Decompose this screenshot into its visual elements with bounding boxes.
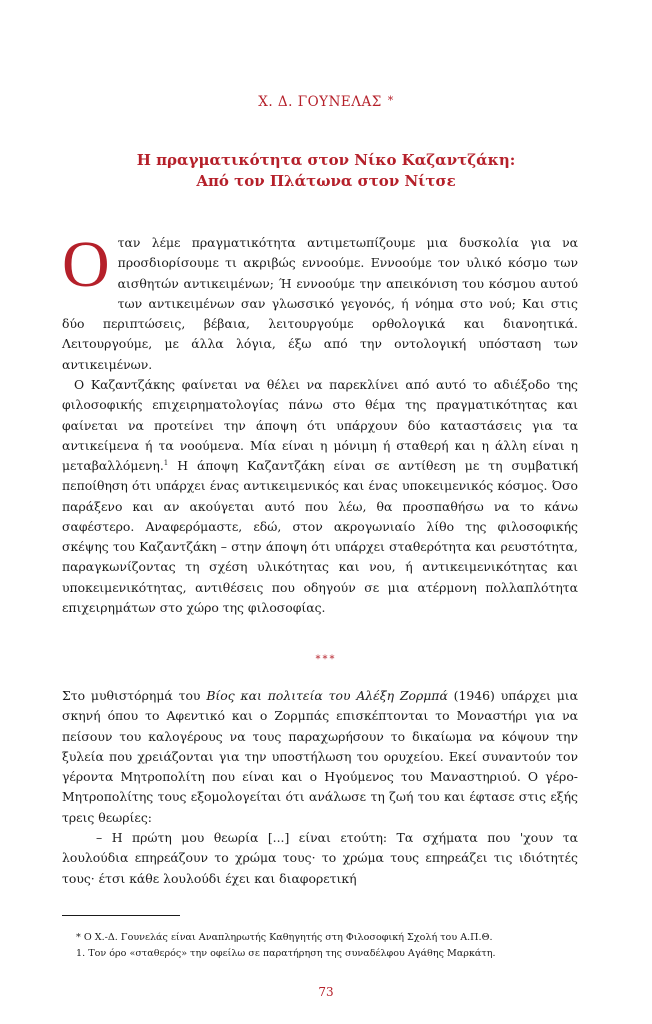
title-line-2: Από τον Πλάτωνα στον Νίτσε — [196, 172, 456, 190]
paragraph-1 — [62, 228, 578, 375]
paragraph-1-text: ταν λέμε πραγματικότητα αντιμετωπίζουμε μια δυσκολία για να προσδιορίσουμε τι ακριβώς εννοούμε. Εννοούμε τον υλικό κόσμο των αισθητών αντικειμένων; Ή εννοούμε την απεικόνιση του κόσμου αυτού των αντικειμένων σαν γλωσσικό γεγονός, ή νόημα στο νού; Και στις δύο περιπτώσεις, βέβαια, λειτουργούμε ορθολογικά και διανοητικά. Λειτουργούμε, με άλλα λόγια, έξω από την οντολογική υπόσταση των αντικειμένων. — [62, 235, 578, 372]
section-separator: *** — [315, 654, 337, 665]
quotation: – Η πρώτη μου θεωρία [...] είναι ετούτη: Τα σχήματα που 'χουν τα λουλούδια επηρεάζουν το χρώμα τους· το χρώμα τους επηρεάζει τις ιδιότητές τους· έτσι κάθε λουλούδι έχει και διαφορετική — [62, 830, 578, 886]
footnote-divider — [62, 915, 180, 916]
footnote-ref-1: 1 — [163, 458, 169, 467]
paragraph-3-text-a: Στο μυθιστόρημά του — [62, 688, 207, 703]
article-title — [0, 150, 652, 192]
drop-cap: Ο — [62, 228, 110, 301]
novel-title: Βίος και πολιτεία του Αλέξη Ζορμπά — [206, 688, 448, 703]
page-number: 73 — [318, 985, 334, 999]
paragraph-2-text-a: Ο Καζαντζάκης φαίνεται να θέλει να παρεκλίνει από αυτό το αδιέξοδο της φιλοσοφικής επιχειρηματολογίας πάνω στο θέμα της πραγματικότητας και φαίνεται να προτείνει την άποψη ότι υπάρχουν δύο καταστάσεις για τα αντικείμενα ή τα νοούμενα. Μία είναι η μόνιμη ή σταθερή και η άλλη είναι η μεταβαλλόμενη. — [62, 377, 578, 473]
footnote-author: * Ο Χ.-Δ. Γουνελάς είναι Αναπληρωτής Καθηγητής στη Φιλοσοφική Σχολή του Α.Π.Θ. — [76, 932, 493, 943]
author-footnote-marker: * — [387, 94, 394, 107]
paragraph-2 — [62, 375, 578, 618]
title-line-1: Η πραγματικότητα στον Νίκο Καζαντζάκη: — [136, 151, 516, 169]
paragraph-3-text-b: (1946) υπάρχει μια σκηνή όπου το Αφεντικό και ο Ζορμπάς επισκέπτονται το Μοναστήρι για να πείσουν του καλογέρους να τους παραχωρήσουν το δικαίωμα να κόψουν την ξυλεία που χρειάζονται για την υποστήλωση του ορυχείου. Εκεί συναντούν τον γέροντα Μητροπολίτη που είναι και ο Ηγούμενος του Μαναστηριού. Ο γέρο-Μητροπολίτης τους εξομολογείται ότι ανάλωσε τη ζωή του και έφτασε στις εξής τρεις θεωρίες: — [62, 688, 578, 825]
footnotes — [62, 930, 578, 961]
footnote-1: 1. Τον όρο «σταθερός» την οφείλω σε παρατήρηση της συναδέλφου Αγάθης Μαρκάτη. — [76, 947, 496, 959]
author-text: Χ. Δ. ΓΟΥΝΕΛΑΣ — [258, 94, 382, 110]
paragraph-3 — [62, 686, 578, 828]
author-name — [0, 94, 652, 110]
paragraph-2-text-b: Η άποψη Καζαντζάκη είναι σε αντίθεση με τη συμβατική πεποίθηση ότι υπάρχει ένας αντικειμενικός και ένας υποκειμενικός κόσμος. Όσο παράξενο και αν ακούγεται αυτό που λέω, θα προσπαθήσω να το κάνω σαφέστερο. Αναφερόμαστε, εδώ, στον ακρογωνιαίο λίθο της φιλοσοφικής σκέψης του Καζαντζάκη – στην άποψη ότι υπάρχει σταθερότητα και ρευστότητα, παραγκωνίζοντας τη σχέση υλικότητας και νου, ή αντικειμενικότητας και υποκειμενικότητας, αντιθέσεις που οδηγούν σε μια ατέρμονη πολλαπλότητα επιχειρημάτων στο χώρο της φιλοσοφίας. — [62, 458, 578, 615]
